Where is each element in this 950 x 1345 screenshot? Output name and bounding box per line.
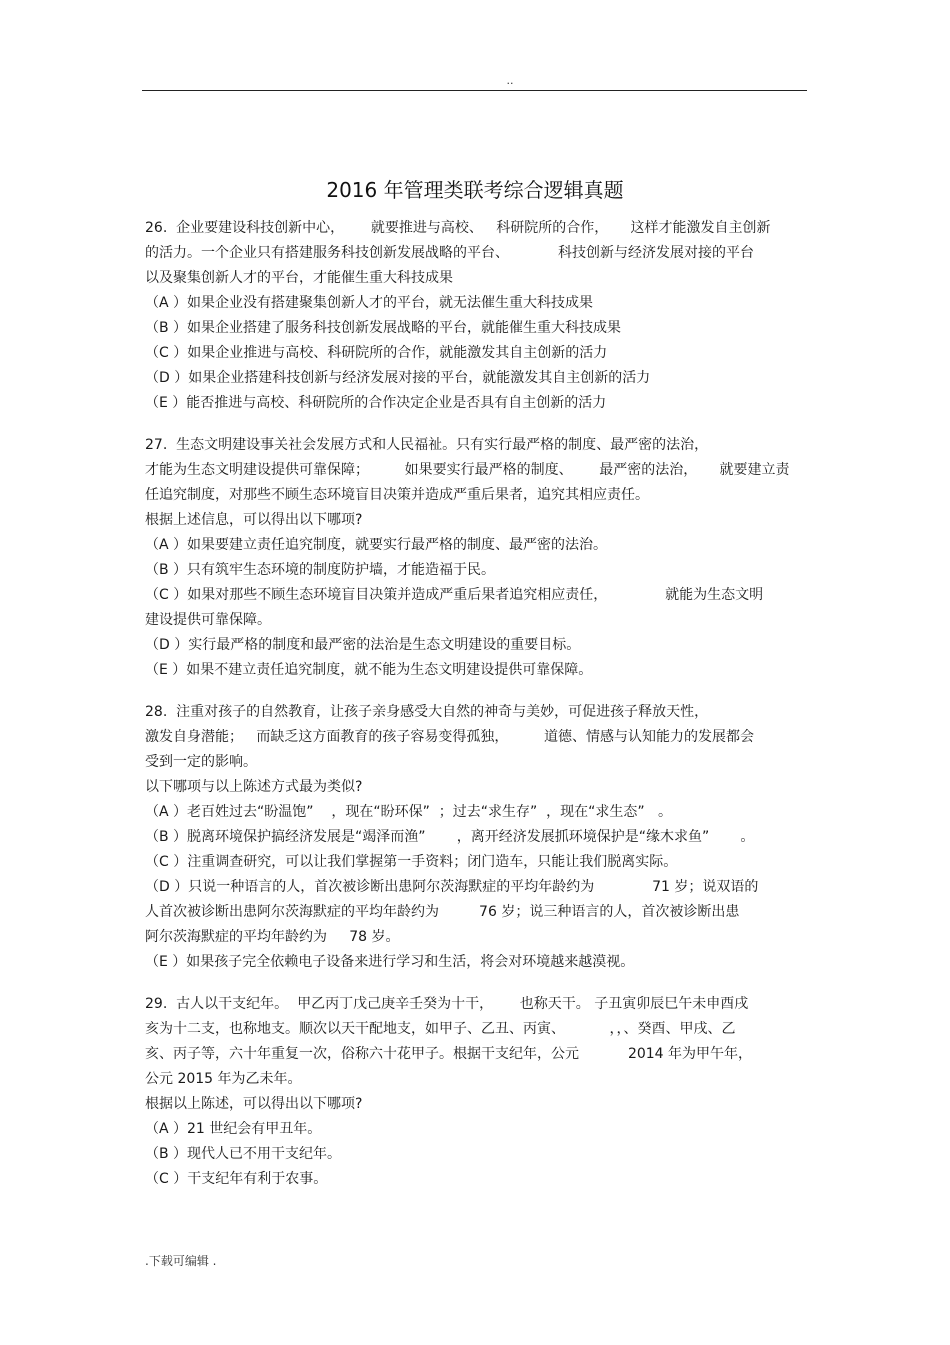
option-d: （D ）只说一种语言的人，首次被诊断出患阿尔茨海默症的平均年龄约为 71 岁；说双语的 (145, 879, 759, 895)
option-d: （D ）如果企业搭建科技创新与经济发展对接的平台，就能激发其自主创新的活力 (145, 370, 651, 386)
option-b: （B ）如果企业搭建了服务科技创新发展战略的平台，就能催生重大科技成果 (145, 320, 622, 336)
question-stem-line: 任追究制度，对那些不顾生态环境盲目决策并造成严重后果者，追究其相应责任。 (145, 487, 649, 503)
header-mark: .. (506, 74, 514, 87)
option-b: （B ）脱离环境保护搞经济发展是“竭泽而渔” ，离开经济发展抓环境保护是“缘木求鱼” 。 (145, 829, 755, 845)
question-26 (145, 216, 810, 416)
option-e: （E ）如果孩子完全依赖电子设备来进行学习和生活，将会对环境越来越漠视。 (145, 954, 635, 970)
option-b: （B ）只有筑牢生态环境的制度防护墙，才能造福于民。 (145, 562, 496, 578)
question-stem-line: 的活力。一个企业只有搭建服务科技创新发展战略的平台、 科技创新与经济发展对接的平台 (145, 245, 754, 261)
header-rule (142, 90, 807, 91)
question-stem-line: 受到一定的影响。 (145, 754, 257, 770)
option-d: （D ）实行最严格的制度和最严密的法治是生态文明建设的重要目标。 (145, 637, 581, 653)
question-29 (145, 992, 810, 1192)
question-stem-line: 亥、丙子等，六十年重复一次，俗称六十花甲子。根据干支纪年，公元 2014 年为甲午年， (145, 1046, 753, 1062)
option-a: （A ）21 世纪会有甲丑年。 (145, 1121, 322, 1137)
question-prompt: 以下哪项与以上陈述方式最为类似? (145, 779, 363, 795)
question-stem-line: 27. 生态文明建设事关社会发展方式和人民福祉。只有实行最严格的制度、最严密的法治， (145, 437, 709, 453)
question-stem-line: 才能为生态文明建设提供可靠保障； 如果要实行最严格的制度、 最严密的法治， 就要建立责 (145, 462, 790, 478)
question-stem-line: 亥为十二支，也称地支。顺次以天干配地支，如甲子、乙丑、丙寅、 ，，、癸酉、甲戌、乙 (145, 1021, 736, 1037)
question-stem-line: 以及聚集创新人才的平台，才能催生重大科技成果 (145, 270, 453, 286)
option-c: （C ）如果对那些不顾生态环境盲目决策并造成严重后果者追究相应责任， 就能为生态文明 (145, 587, 764, 603)
question-27 (145, 433, 810, 683)
option-e: （E ）如果不建立责任追究制度，就不能为生态文明建设提供可靠保障。 (145, 662, 593, 678)
spacer (145, 416, 810, 433)
option-c: （C ）如果企业推进与高校、科研院所的合作，就能激发其自主创新的活力 (145, 345, 608, 361)
spacer (145, 975, 810, 992)
option-a: （A ）老百姓过去“盼温饱” ，现在“盼环保” ；过去“求生存” ，现在“求生态” 。 (145, 804, 673, 820)
option-a: （A ）如果要建立责任追究制度，就要实行最严格的制度、最严密的法治。 (145, 537, 608, 553)
option-b: （B ）现代人已不用干支纪年。 (145, 1146, 342, 1162)
questions-body (145, 216, 810, 1192)
option-c: （C ）注重调查研究，可以让我们掌握第一手资料；闭门造车，只能让我们脱离实际。 (145, 854, 678, 870)
option-c-continued: 建设提供可靠保障。 (145, 612, 271, 628)
question-stem-line: 激发自身潜能； 而缺乏这方面教育的孩子容易变得孤独， 道德、情感与认知能力的发展都会 (145, 729, 754, 745)
footer-note: .下载可编辑 . (145, 1254, 217, 1268)
option-c: （C ）干支纪年有利于农事。 (145, 1171, 328, 1187)
option-d-continued: 阿尔茨海默症的平均年龄约为 78 岁。 (145, 929, 400, 945)
question-stem-line: 29. 古人以干支纪年。 甲乙丙丁戊己庚辛壬癸为十干， 也称天干。 子丑寅卯辰巳午未申酉戌 (145, 996, 749, 1012)
option-a: （A ）如果企业没有搭建聚集创新人才的平台，就无法催生重大科技成果 (145, 295, 594, 311)
option-d-continued: 人首次被诊断出患阿尔茨海默症的平均年龄约为 76 岁；说三种语言的人，首次被诊断出患 (145, 904, 740, 920)
option-e: （E ）能否推进与高校、科研院所的合作决定企业是否具有自主创新的活力 (145, 395, 607, 411)
question-prompt: 根据上述信息，可以得出以下哪项? (145, 512, 363, 528)
question-28 (145, 700, 810, 975)
question-stem-line: 26. 企业要建设科技创新中心， 就要推进与高校、 科研院所的合作， 这样才能激发自主创新 (145, 220, 771, 236)
spacer (145, 683, 810, 700)
question-stem-line: 28. 注重对孩子的自然教育，让孩子亲身感受大自然的神奇与美妙，可促进孩子释放天性， (145, 704, 709, 720)
document-title: 2016 年管理类联考综合逻辑真题 (326, 178, 624, 202)
question-stem-line: 公元 2015 年为乙未年。 (145, 1071, 302, 1087)
question-prompt: 根据以上陈述，可以得出以下哪项? (145, 1096, 363, 1112)
